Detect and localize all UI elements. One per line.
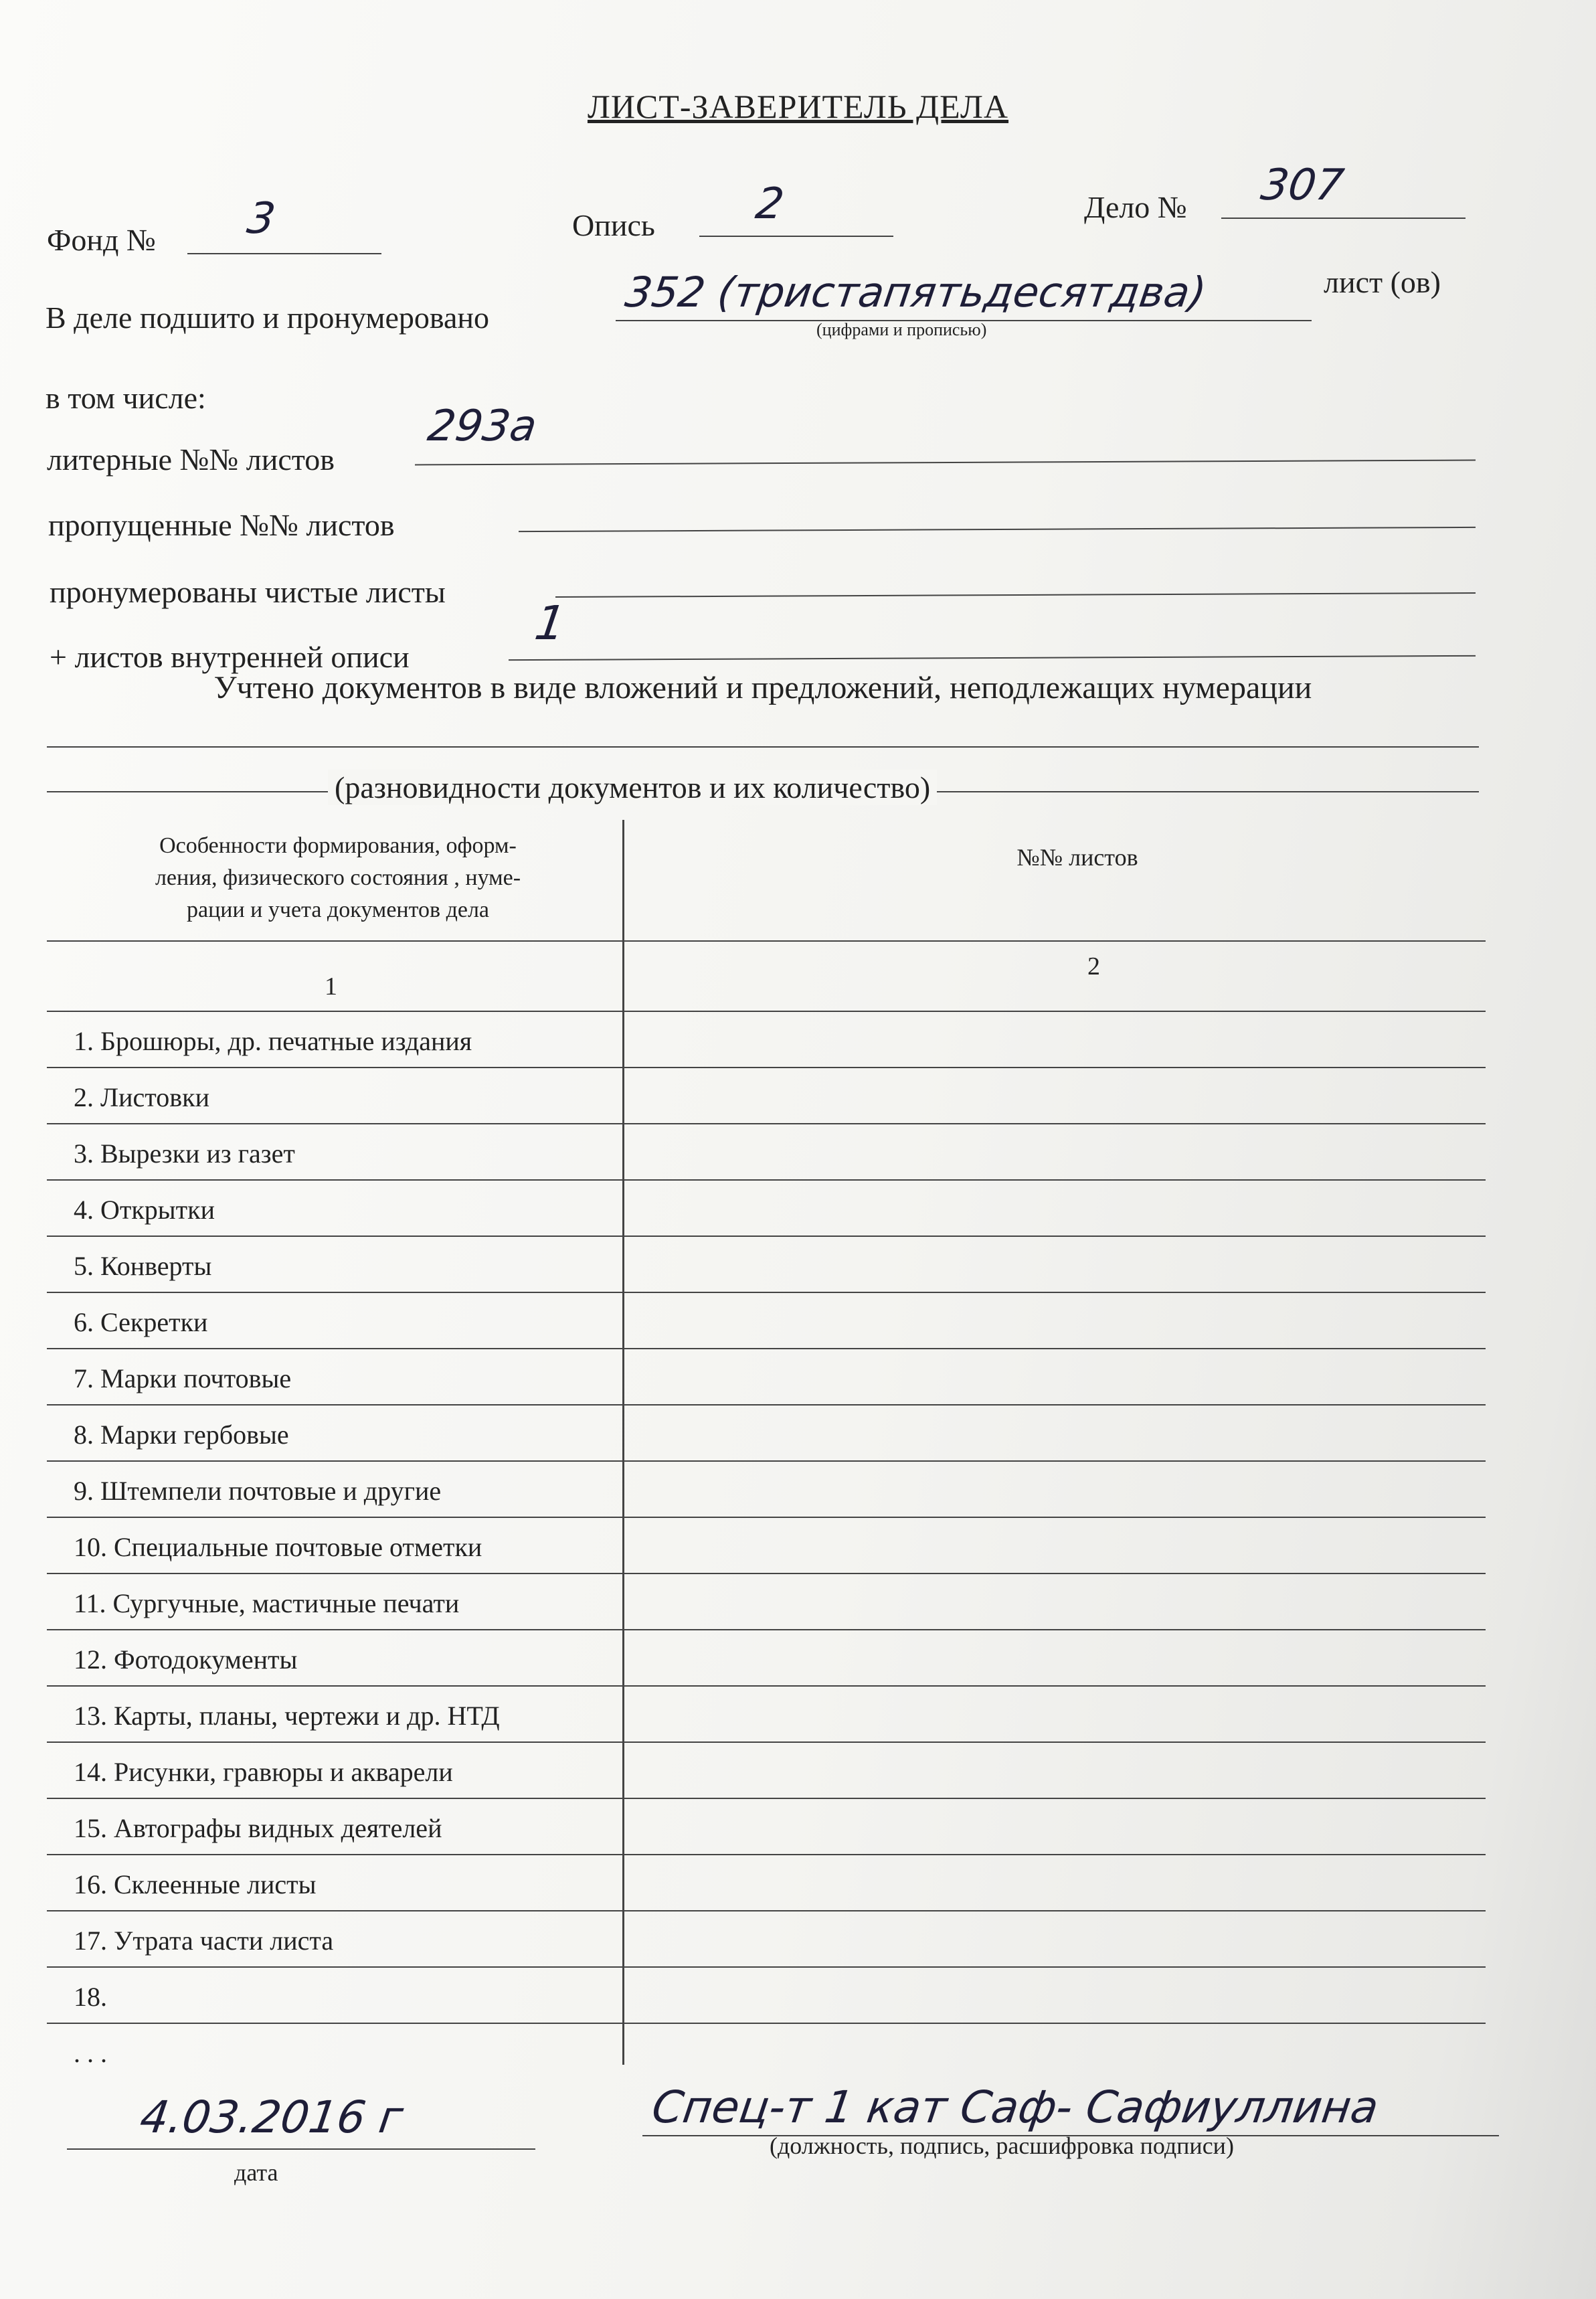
signature-caption: (должность, подпись, расшифровка подписи): [770, 2132, 1234, 2159]
table-row-label: 14. Рисунки, гравюры и акварели: [74, 1757, 453, 1787]
date-value: 4.03.2016 г: [137, 2092, 406, 2143]
table-row-label: 3. Вырезки из газет: [74, 1138, 295, 1169]
opis-underline: [699, 236, 893, 237]
table-row-divider: [47, 1966, 1486, 1968]
document-title: ЛИСТ-ЗАВЕРИТЕЛЬ ДЕЛА: [587, 88, 1009, 125]
table-row-label: 5. Конверты: [74, 1251, 212, 1281]
table-row-divider: [47, 1573, 1486, 1574]
table-row-label: 6. Секретки: [74, 1307, 208, 1337]
table-column-divider: [622, 820, 624, 2065]
table-col1-number: 1: [325, 972, 337, 1001]
table-row-label: 10. Специальные почтовые отметки: [74, 1532, 482, 1562]
table-row-divider: [47, 1292, 1486, 1293]
table-row-divider: [47, 1517, 1486, 1518]
table-header-line: [47, 940, 1486, 942]
table-row-label: 15. Автографы видных деятелей: [74, 1813, 442, 1843]
delo-underline: [1221, 218, 1466, 219]
letter-sheets-label: литерные №№ листов: [47, 442, 335, 477]
inner-inventory-label: + листов внутренней описи: [50, 640, 410, 674]
skipped-sheets-underline: [519, 527, 1476, 532]
table-row-divider: [47, 1685, 1486, 1687]
accounted-caption: (разновидности документов и их количество): [328, 770, 937, 805]
table-row-label: 2. Листовки: [74, 1082, 209, 1112]
table-row-divider: [47, 1741, 1486, 1743]
letter-sheets-underline: [415, 460, 1476, 466]
col1-header-line: ления, физического состояния , нуме-: [155, 865, 521, 890]
fond-label: Фонд №: [47, 223, 156, 257]
table-col2-number: 2: [1087, 952, 1100, 981]
delo-value: 307: [1257, 161, 1347, 210]
table-col2-header: №№ листов: [1016, 844, 1138, 871]
col1-header-line: Особенности формирования, оформ-: [159, 833, 517, 858]
fond-value: 3: [244, 194, 278, 244]
blank-sheets-label: пронумерованы чистые листы: [50, 575, 446, 609]
table-row-label: 18.: [74, 1982, 107, 2012]
table-row-label: 12. Фотодокументы: [74, 1644, 298, 1675]
table-row-divider: [47, 1910, 1486, 1911]
sewn-caption: (цифрами и прописью): [816, 320, 987, 339]
accounted-heading: Учтено документов в виде вложений и предложений, неподлежащих нумерации: [213, 670, 1312, 705]
table-number-line: [47, 1011, 1486, 1012]
skipped-sheets-label: пропущенные №№ листов: [48, 508, 395, 542]
opis-value: 2: [752, 179, 787, 229]
table-row-label: 13. Карты, планы, чертежи и др. НТД: [74, 1701, 500, 1731]
table-row-label: 1. Брошюры, др. печатные издания: [74, 1026, 472, 1056]
including-label: в том числе:: [46, 381, 206, 415]
sewn-suffix: лист (ов): [1324, 265, 1441, 299]
table-row-divider: [47, 1348, 1486, 1349]
inner-inventory-value: 1: [531, 596, 569, 651]
table-row-divider: [47, 1123, 1486, 1124]
table-row-divider: [47, 1179, 1486, 1181]
opis-label: Опись: [572, 208, 655, 242]
signature-value: Спец-т 1 кат Саф- Сафиуллина: [648, 2081, 1382, 2133]
blank-sheets-underline: [555, 592, 1476, 598]
table-row-divider: [47, 1798, 1486, 1799]
sewn-label: В деле подшито и пронумеровано: [46, 301, 490, 335]
fond-underline: [187, 253, 381, 254]
sewn-value: 352 (тристапятьдесятдва): [622, 268, 1209, 317]
table-row-divider: [47, 1067, 1486, 1068]
table-row-label: 4. Открытки: [74, 1195, 215, 1225]
letter-sheets-value: 293а: [424, 402, 540, 451]
inner-inventory-underline: [509, 655, 1476, 661]
table-row-label: 8. Марки гербовые: [74, 1420, 289, 1450]
date-caption: дата: [234, 2159, 278, 2186]
table-row-divider: [47, 1629, 1486, 1630]
table-row-divider: [47, 1854, 1486, 1855]
table-row-label: 9. Штемпели почтовые и другие: [74, 1476, 442, 1506]
table-col1-header: [50, 830, 626, 926]
table-row-label: 16. Склеенные листы: [74, 1869, 317, 1899]
table-row-label: 7. Марки почтовые: [74, 1363, 292, 1393]
delo-label: Дело №: [1084, 190, 1187, 224]
col1-header-line: рации и учета документов дела: [186, 898, 490, 922]
table-row-divider: [47, 1460, 1486, 1462]
accounted-line-1: [47, 746, 1479, 748]
table-row-label: . . .: [74, 2038, 107, 2068]
table-row-divider: [47, 1236, 1486, 1237]
table-row-divider: [47, 1404, 1486, 1406]
table-row-divider: [47, 2023, 1486, 2024]
table-row-label: 11. Сургучные, мастичные печати: [74, 1588, 460, 1618]
table-row-label: 17. Утрата части листа: [74, 1926, 334, 1956]
date-underline: [67, 2148, 535, 2150]
